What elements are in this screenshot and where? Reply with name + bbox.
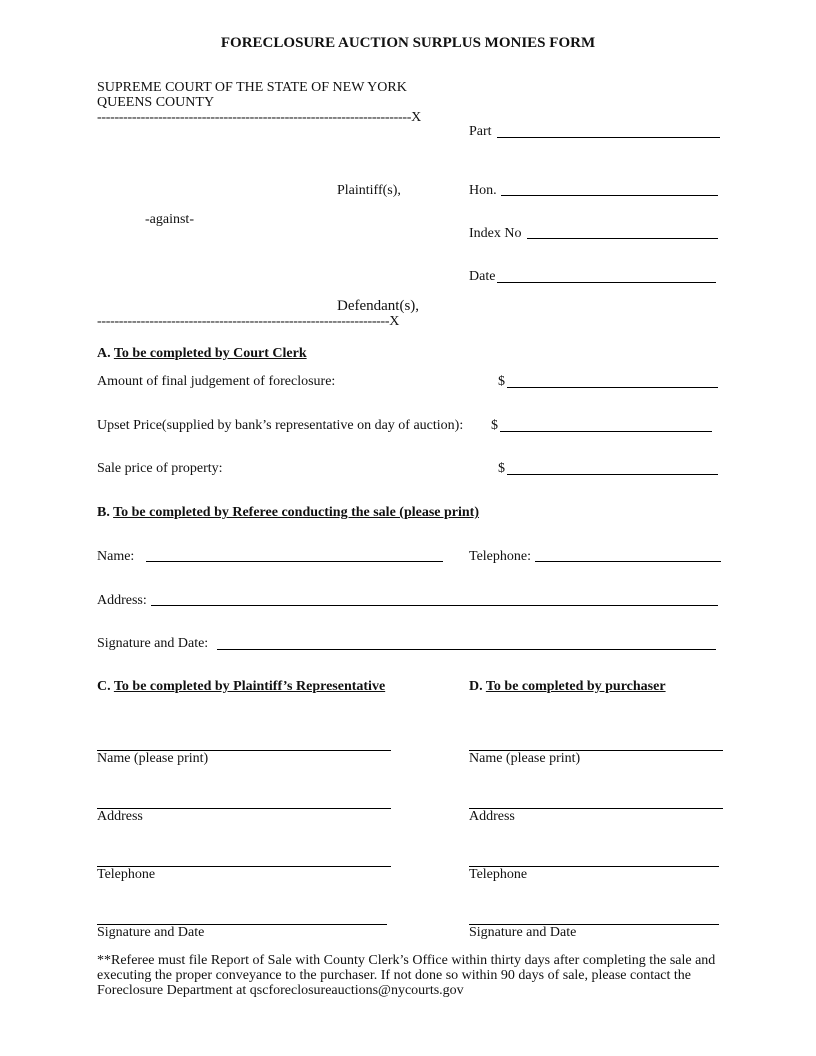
section-d-title: To be completed by purchaser bbox=[485, 679, 666, 694]
referee-name-label: Name: bbox=[97, 549, 135, 564]
court-name: SUPREME COURT OF THE STATE OF NEW YORK bbox=[97, 80, 407, 95]
purchaser-telephone-label: Telephone bbox=[469, 867, 528, 882]
plaintiff-label: Plaintiff(s), bbox=[337, 183, 401, 198]
purchaser-signature-label: Signature and Date bbox=[469, 925, 577, 940]
referee-signature-label: Signature and Date: bbox=[97, 636, 209, 651]
part-label: Part bbox=[469, 124, 492, 139]
against-label: -against- bbox=[145, 212, 194, 227]
section-a-letter: A. bbox=[97, 346, 111, 361]
section-c-heading bbox=[97, 679, 385, 694]
purchaser-address-label: Address bbox=[469, 809, 515, 824]
referee-name-field[interactable] bbox=[146, 561, 443, 562]
section-a-heading bbox=[97, 346, 307, 361]
referee-address-field[interactable] bbox=[151, 605, 718, 606]
judgement-amount-field[interactable] bbox=[507, 387, 718, 388]
caption-separator-bottom: -------------------------------------------------------------------X bbox=[97, 314, 400, 329]
section-b-title: To be completed by Referee conducting the sale (please print) bbox=[113, 505, 480, 520]
date-label: Date bbox=[469, 269, 496, 284]
upset-price-label: Upset Price(supplied by bank’s representative on day of auction): bbox=[97, 418, 464, 433]
defendant-label: Defendant(s), bbox=[337, 298, 420, 314]
section-b-heading bbox=[97, 505, 479, 520]
section-d-heading bbox=[469, 679, 666, 694]
upset-price-currency: $ bbox=[491, 418, 498, 433]
index-no-field[interactable] bbox=[527, 238, 718, 239]
section-d-letter: D. bbox=[469, 679, 483, 694]
referee-address-label: Address: bbox=[97, 593, 147, 608]
plaintiff-rep-telephone-label: Telephone bbox=[97, 867, 156, 882]
section-b-letter: B. bbox=[97, 505, 110, 520]
referee-telephone-label: Telephone: bbox=[469, 549, 531, 564]
date-field[interactable] bbox=[497, 282, 716, 283]
form-title: FORECLOSURE AUCTION SURPLUS MONIES FORM bbox=[220, 35, 596, 51]
plaintiff-rep-signature-label: Signature and Date bbox=[97, 925, 205, 940]
plaintiff-rep-address-label: Address bbox=[97, 809, 143, 824]
sale-price-currency: $ bbox=[498, 461, 505, 476]
caption-separator-top: ------------------------------------------------------------------------X bbox=[97, 110, 421, 125]
sale-price-field[interactable] bbox=[507, 474, 718, 475]
referee-signature-field[interactable] bbox=[217, 649, 716, 650]
hon-label: Hon. bbox=[469, 183, 497, 198]
part-field[interactable] bbox=[497, 137, 720, 138]
upset-price-field[interactable] bbox=[500, 431, 712, 432]
index-no-label: Index No bbox=[469, 226, 522, 241]
hon-field[interactable] bbox=[501, 195, 718, 196]
section-c-title: To be completed by Plaintiff’s Representative bbox=[113, 679, 386, 694]
referee-telephone-field[interactable] bbox=[535, 561, 721, 562]
plaintiff-rep-name-label: Name (please print) bbox=[97, 751, 209, 766]
footnote: **Referee must file Report of Sale with County Clerk’s Office within thirty days after completing the sale and executing the proper conveyance to the purchaser. If not done so within 90 days of sale, please contact the Foreclosure Department at qscforeclosureauctions@nycourts.gov bbox=[97, 953, 716, 998]
section-c-letter: C. bbox=[97, 679, 111, 694]
purchaser-name-label: Name (please print) bbox=[469, 751, 581, 766]
county-name: QUEENS COUNTY bbox=[97, 95, 215, 110]
judgement-currency: $ bbox=[498, 374, 505, 389]
judgement-label: Amount of final judgement of foreclosure: bbox=[97, 374, 336, 389]
sale-price-label: Sale price of property: bbox=[97, 461, 223, 476]
section-a-title: To be completed by Court Clerk bbox=[113, 346, 307, 361]
